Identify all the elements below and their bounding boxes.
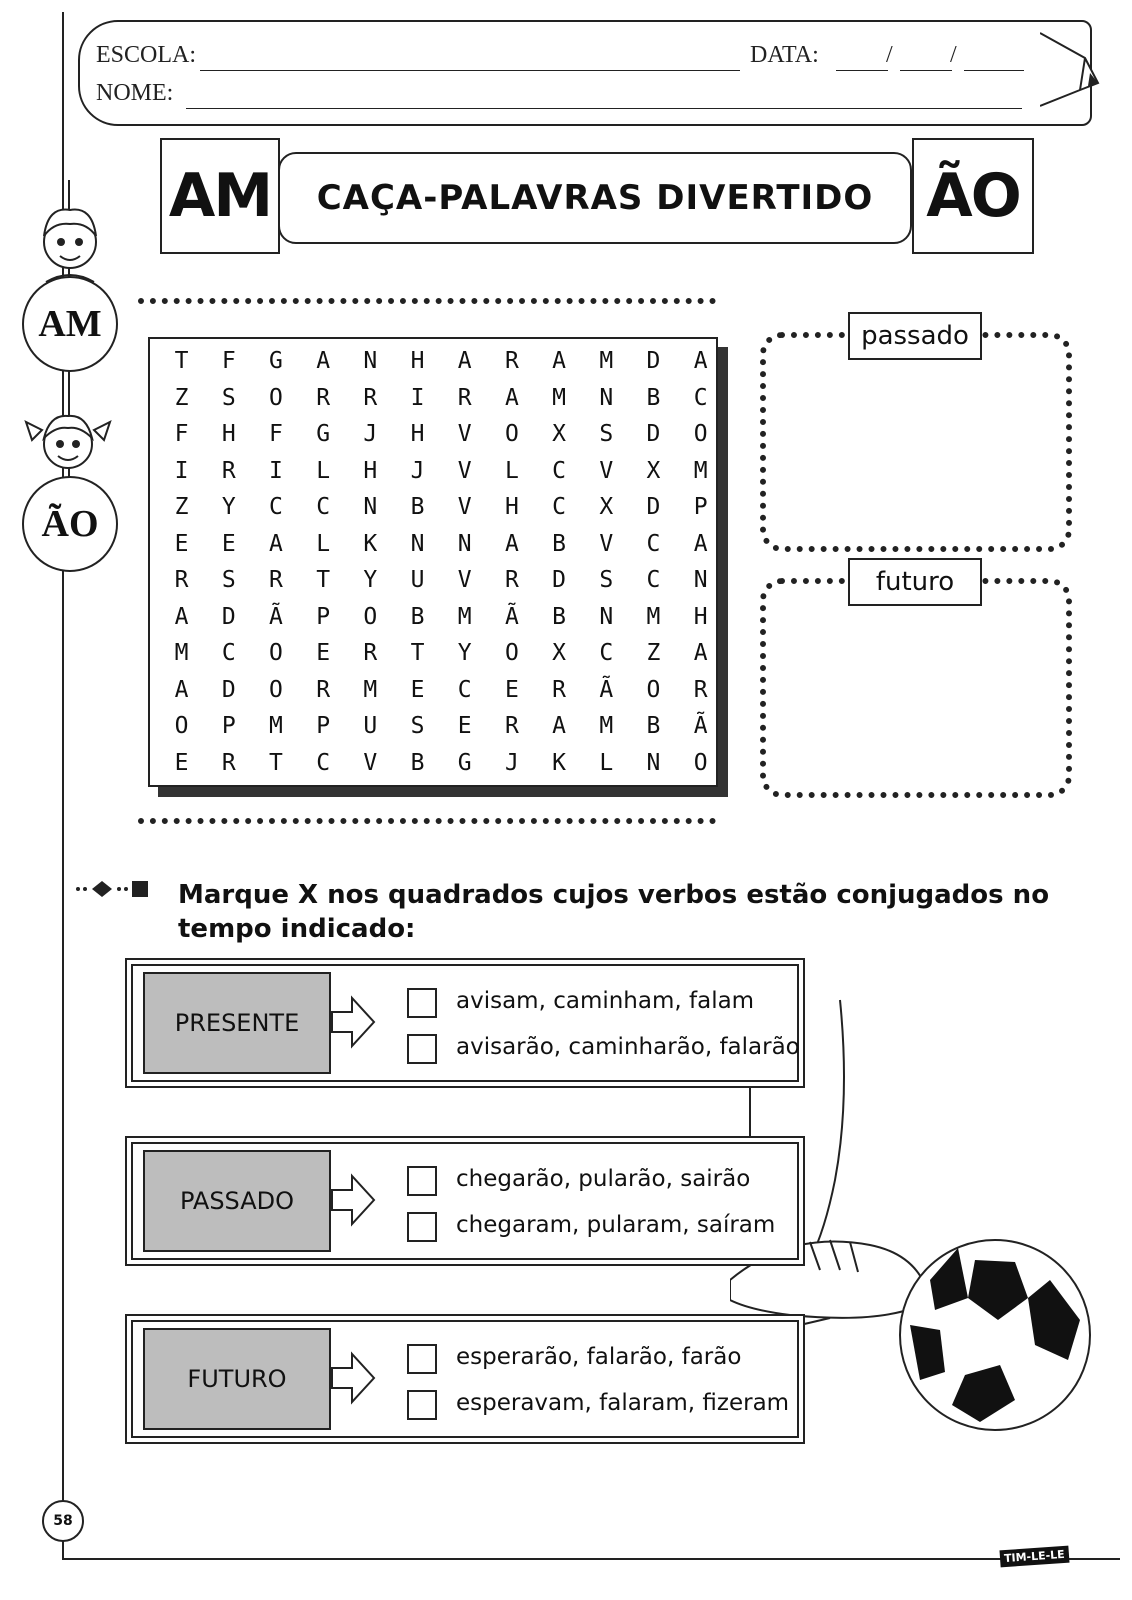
grid-letter[interactable]: O xyxy=(646,676,661,703)
tense-label-presente: PRESENTE xyxy=(143,972,331,1074)
grid-letter[interactable]: E xyxy=(410,676,425,703)
grid-letter[interactable]: K xyxy=(552,749,567,776)
grid-letter[interactable]: R xyxy=(316,384,331,411)
grid-letter[interactable]: C xyxy=(316,494,331,521)
grid-letter[interactable]: A xyxy=(504,384,519,411)
grid-letter[interactable]: O xyxy=(693,749,708,776)
grid-letter[interactable]: D xyxy=(221,603,236,630)
grid-letter[interactable]: N xyxy=(363,348,378,375)
grid-letter[interactable]: M xyxy=(599,713,614,740)
name-field[interactable] xyxy=(186,108,1022,109)
grid-letter[interactable]: N xyxy=(410,530,425,557)
past-answer-box[interactable] xyxy=(760,332,1072,552)
option-futuro-1: esperarão, falarão, farão xyxy=(456,1344,742,1370)
grid-letter[interactable]: O xyxy=(269,676,283,703)
arrow-right-icon xyxy=(330,1350,378,1406)
instruction-line-1: Marque X nos quadrados cujos verbos estão conjugados no xyxy=(178,880,1050,910)
grid-letter[interactable]: B xyxy=(646,384,661,411)
grid-letter[interactable]: V xyxy=(457,567,472,594)
grid-letter[interactable]: V xyxy=(599,530,614,557)
grid-letter[interactable]: J xyxy=(504,749,519,776)
side-am-circle: AM xyxy=(22,276,118,372)
word-search-letters xyxy=(158,343,724,781)
grid-letter[interactable]: F xyxy=(174,421,189,448)
grid-letter[interactable]: M xyxy=(646,603,661,630)
grid-letter[interactable]: X xyxy=(552,640,567,667)
grid-letter[interactable]: N xyxy=(646,749,661,776)
grid-letter[interactable]: Y xyxy=(457,640,472,667)
grid-letter[interactable]: M xyxy=(363,676,378,703)
grid-letter[interactable]: R xyxy=(457,384,472,411)
option-futuro-2: esperavam, falaram, fizeram xyxy=(456,1390,790,1416)
grid-letter[interactable]: E xyxy=(504,676,519,703)
grid-letter[interactable]: K xyxy=(363,530,378,557)
dotted-divider xyxy=(138,298,716,304)
grid-letter[interactable]: P xyxy=(693,494,708,521)
grid-letter[interactable]: O xyxy=(504,640,519,667)
grid-letter[interactable]: R xyxy=(552,676,567,703)
grid-letter[interactable]: D xyxy=(646,348,661,375)
grid-letter[interactable]: L xyxy=(504,457,519,484)
grid-letter[interactable]: C xyxy=(552,457,567,484)
grid-letter[interactable]: E xyxy=(221,530,236,557)
grid-letter[interactable]: Ã xyxy=(504,603,519,630)
grid-letter[interactable]: A xyxy=(552,348,567,375)
grid-letter[interactable]: B xyxy=(410,603,425,630)
checkbox-passado-2[interactable] xyxy=(407,1212,437,1242)
name-label: NOME: xyxy=(96,80,174,106)
grid-letter[interactable]: R xyxy=(174,567,189,594)
grid-letter[interactable]: O xyxy=(504,421,519,448)
grid-letter[interactable]: A xyxy=(693,530,708,557)
grid-letter[interactable]: I xyxy=(269,457,283,484)
grid-letter[interactable]: P xyxy=(316,603,331,630)
grid-letter[interactable]: M xyxy=(174,640,189,667)
grid-letter[interactable]: D xyxy=(552,567,567,594)
grid-letter[interactable]: M xyxy=(693,457,708,484)
grid-letter[interactable]: C xyxy=(457,676,472,703)
grid-letter[interactable]: H xyxy=(221,421,236,448)
checkbox-passado-1[interactable] xyxy=(407,1166,437,1196)
grid-letter[interactable]: O xyxy=(269,640,283,667)
arrow-right-icon xyxy=(330,994,378,1050)
grid-letter[interactable]: O xyxy=(693,421,708,448)
option-presente-2: avisarão, caminharão, falarão xyxy=(456,1034,800,1060)
grid-letter[interactable]: H xyxy=(410,348,425,375)
grid-letter[interactable]: F xyxy=(221,348,236,375)
word-search-grid xyxy=(148,337,718,787)
grid-letter[interactable]: I xyxy=(410,384,425,411)
grid-letter[interactable]: R xyxy=(363,384,378,411)
grid-letter[interactable]: A xyxy=(316,348,331,375)
grid-letter[interactable]: S xyxy=(599,421,614,448)
date-day-field[interactable] xyxy=(836,70,888,71)
grid-letter[interactable]: T xyxy=(269,749,283,776)
instruction-line-2: tempo indicado: xyxy=(178,914,416,944)
grid-letter[interactable]: V xyxy=(457,494,472,521)
grid-letter[interactable]: C xyxy=(316,749,331,776)
arrow-right-icon xyxy=(330,1172,378,1228)
grid-letter[interactable]: V xyxy=(457,457,472,484)
grid-letter[interactable]: H xyxy=(504,494,519,521)
grid-letter[interactable]: B xyxy=(552,603,567,630)
grid-letter[interactable]: D xyxy=(221,676,236,703)
grid-letter[interactable]: B xyxy=(552,530,567,557)
grid-letter[interactable]: A xyxy=(552,713,567,740)
grid-letter[interactable]: A xyxy=(693,640,708,667)
grid-letter[interactable]: C xyxy=(221,640,236,667)
date-month-field[interactable] xyxy=(900,70,952,71)
grid-letter[interactable]: E xyxy=(174,749,189,776)
grid-letter[interactable]: S xyxy=(221,384,236,411)
title-banner: CAÇA-PALAVRAS DIVERTIDO xyxy=(278,152,912,244)
grid-letter[interactable]: C xyxy=(599,640,614,667)
date-separator: / xyxy=(950,42,957,68)
grid-letter[interactable]: R xyxy=(316,676,331,703)
grid-letter[interactable]: A xyxy=(269,530,283,557)
grid-letter[interactable]: A xyxy=(457,348,472,375)
date-year-field[interactable] xyxy=(964,70,1024,71)
pencil-tip-icon xyxy=(1040,28,1100,108)
grid-letter[interactable]: J xyxy=(363,421,378,448)
grid-letter[interactable]: U xyxy=(363,713,378,740)
grid-letter[interactable]: H xyxy=(410,421,425,448)
grid-letter[interactable]: Y xyxy=(363,567,378,594)
grid-letter[interactable]: N xyxy=(363,494,378,521)
grid-letter[interactable]: J xyxy=(410,457,425,484)
checkbox-futuro-1[interactable] xyxy=(407,1344,437,1374)
grid-letter[interactable]: N xyxy=(693,567,708,594)
grid-letter[interactable]: L xyxy=(316,457,331,484)
grid-letter[interactable]: M xyxy=(599,348,614,375)
grid-letter[interactable]: Z xyxy=(646,640,661,667)
grid-letter[interactable]: N xyxy=(599,603,614,630)
grid-letter[interactable]: P xyxy=(316,713,331,740)
option-passado-2: chegaram, pularam, saíram xyxy=(456,1212,776,1238)
grid-letter[interactable]: S xyxy=(221,567,236,594)
grid-letter[interactable]: R xyxy=(504,713,519,740)
grid-letter[interactable]: R xyxy=(221,457,236,484)
grid-letter[interactable]: Z xyxy=(174,384,189,411)
grid-letter[interactable]: V xyxy=(599,457,614,484)
grid-letter[interactable]: C xyxy=(552,494,567,521)
grid-letter[interactable]: E xyxy=(174,530,189,557)
grid-letter[interactable]: H xyxy=(693,603,708,630)
title-ao-box: ÃO xyxy=(912,138,1034,254)
date-label: DATA: xyxy=(750,42,819,68)
grid-letter[interactable]: R xyxy=(504,348,519,375)
grid-letter[interactable]: S xyxy=(599,567,614,594)
grid-letter[interactable]: O xyxy=(174,713,189,740)
grid-letter[interactable]: X xyxy=(599,494,614,521)
grid-letter[interactable]: R xyxy=(221,749,236,776)
grid-letter[interactable]: V xyxy=(457,421,472,448)
past-label: passado xyxy=(848,312,982,360)
option-presente-1: avisam, caminham, falam xyxy=(456,988,755,1014)
school-label: ESCOLA: xyxy=(96,42,197,68)
grid-letter[interactable]: G xyxy=(316,421,331,448)
grid-letter[interactable]: R xyxy=(504,567,519,594)
grid-letter[interactable]: I xyxy=(174,457,189,484)
grid-letter[interactable]: F xyxy=(269,421,283,448)
grid-letter[interactable]: V xyxy=(363,749,378,776)
grid-letter[interactable]: R xyxy=(269,567,283,594)
grid-letter[interactable]: B xyxy=(646,713,661,740)
checkbox-presente-1[interactable] xyxy=(407,988,437,1018)
grid-letter[interactable]: L xyxy=(316,530,331,557)
grid-letter[interactable]: P xyxy=(221,713,236,740)
side-ao-circle: ÃO xyxy=(22,476,118,572)
publisher-logo: TIM-LE-LE xyxy=(999,1546,1069,1568)
grid-letter[interactable]: C xyxy=(269,494,283,521)
school-field[interactable] xyxy=(200,70,740,71)
grid-letter[interactable]: Ã xyxy=(599,676,614,703)
grid-letter[interactable]: U xyxy=(410,567,425,594)
grid-letter[interactable]: Y xyxy=(221,494,236,521)
grid-letter[interactable]: D xyxy=(646,494,661,521)
grid-letter[interactable]: H xyxy=(363,457,378,484)
title-am-box: AM xyxy=(160,138,280,254)
date-separator: / xyxy=(886,42,893,68)
grid-letter[interactable]: N xyxy=(599,384,614,411)
grid-letter[interactable]: O xyxy=(363,603,378,630)
grid-letter[interactable]: Ã xyxy=(269,603,283,630)
grid-letter[interactable]: G xyxy=(457,749,472,776)
header-pencil-banner xyxy=(78,20,1092,126)
grid-letter[interactable]: X xyxy=(646,457,661,484)
grid-letter[interactable]: Z xyxy=(174,494,189,521)
grid-letter[interactable]: T xyxy=(410,640,425,667)
grid-letter[interactable]: C xyxy=(646,530,661,557)
grid-letter[interactable]: A xyxy=(693,348,708,375)
bullet-arrow-icon xyxy=(74,876,154,902)
grid-letter[interactable]: R xyxy=(363,640,378,667)
grid-letter[interactable]: G xyxy=(269,348,283,375)
tense-label-futuro: FUTURO xyxy=(143,1328,331,1430)
grid-letter[interactable]: M xyxy=(457,603,472,630)
future-answer-box[interactable] xyxy=(760,578,1072,798)
grid-letter[interactable]: T xyxy=(174,348,189,375)
grid-letter[interactable]: N xyxy=(457,530,472,557)
tense-label-passado: PASSADO xyxy=(143,1150,331,1252)
grid-letter[interactable]: C xyxy=(646,567,661,594)
grid-letter[interactable]: C xyxy=(693,384,708,411)
grid-letter[interactable]: S xyxy=(410,713,425,740)
option-passado-1: chegarão, pularão, sairão xyxy=(456,1166,751,1192)
grid-letter[interactable]: B xyxy=(410,749,425,776)
grid-letter[interactable]: T xyxy=(316,567,331,594)
checkbox-presente-2[interactable] xyxy=(407,1034,437,1064)
grid-letter[interactable]: M xyxy=(269,713,283,740)
dotted-divider xyxy=(138,818,716,824)
page-number: 58 xyxy=(42,1500,84,1542)
grid-letter[interactable]: O xyxy=(269,384,283,411)
grid-letter[interactable]: A xyxy=(174,676,189,703)
grid-letter[interactable]: Ã xyxy=(693,713,708,740)
grid-letter[interactable]: A xyxy=(174,603,189,630)
grid-letter[interactable]: R xyxy=(693,676,708,703)
grid-letter[interactable]: L xyxy=(599,749,614,776)
grid-letter[interactable]: M xyxy=(552,384,567,411)
checkbox-futuro-2[interactable] xyxy=(407,1390,437,1420)
future-label: futuro xyxy=(848,558,982,606)
grid-letter[interactable]: E xyxy=(457,713,472,740)
grid-letter[interactable]: E xyxy=(316,640,331,667)
grid-letter[interactable]: B xyxy=(410,494,425,521)
grid-letter[interactable]: X xyxy=(552,421,567,448)
grid-letter[interactable]: A xyxy=(504,530,519,557)
grid-letter[interactable]: D xyxy=(646,421,661,448)
